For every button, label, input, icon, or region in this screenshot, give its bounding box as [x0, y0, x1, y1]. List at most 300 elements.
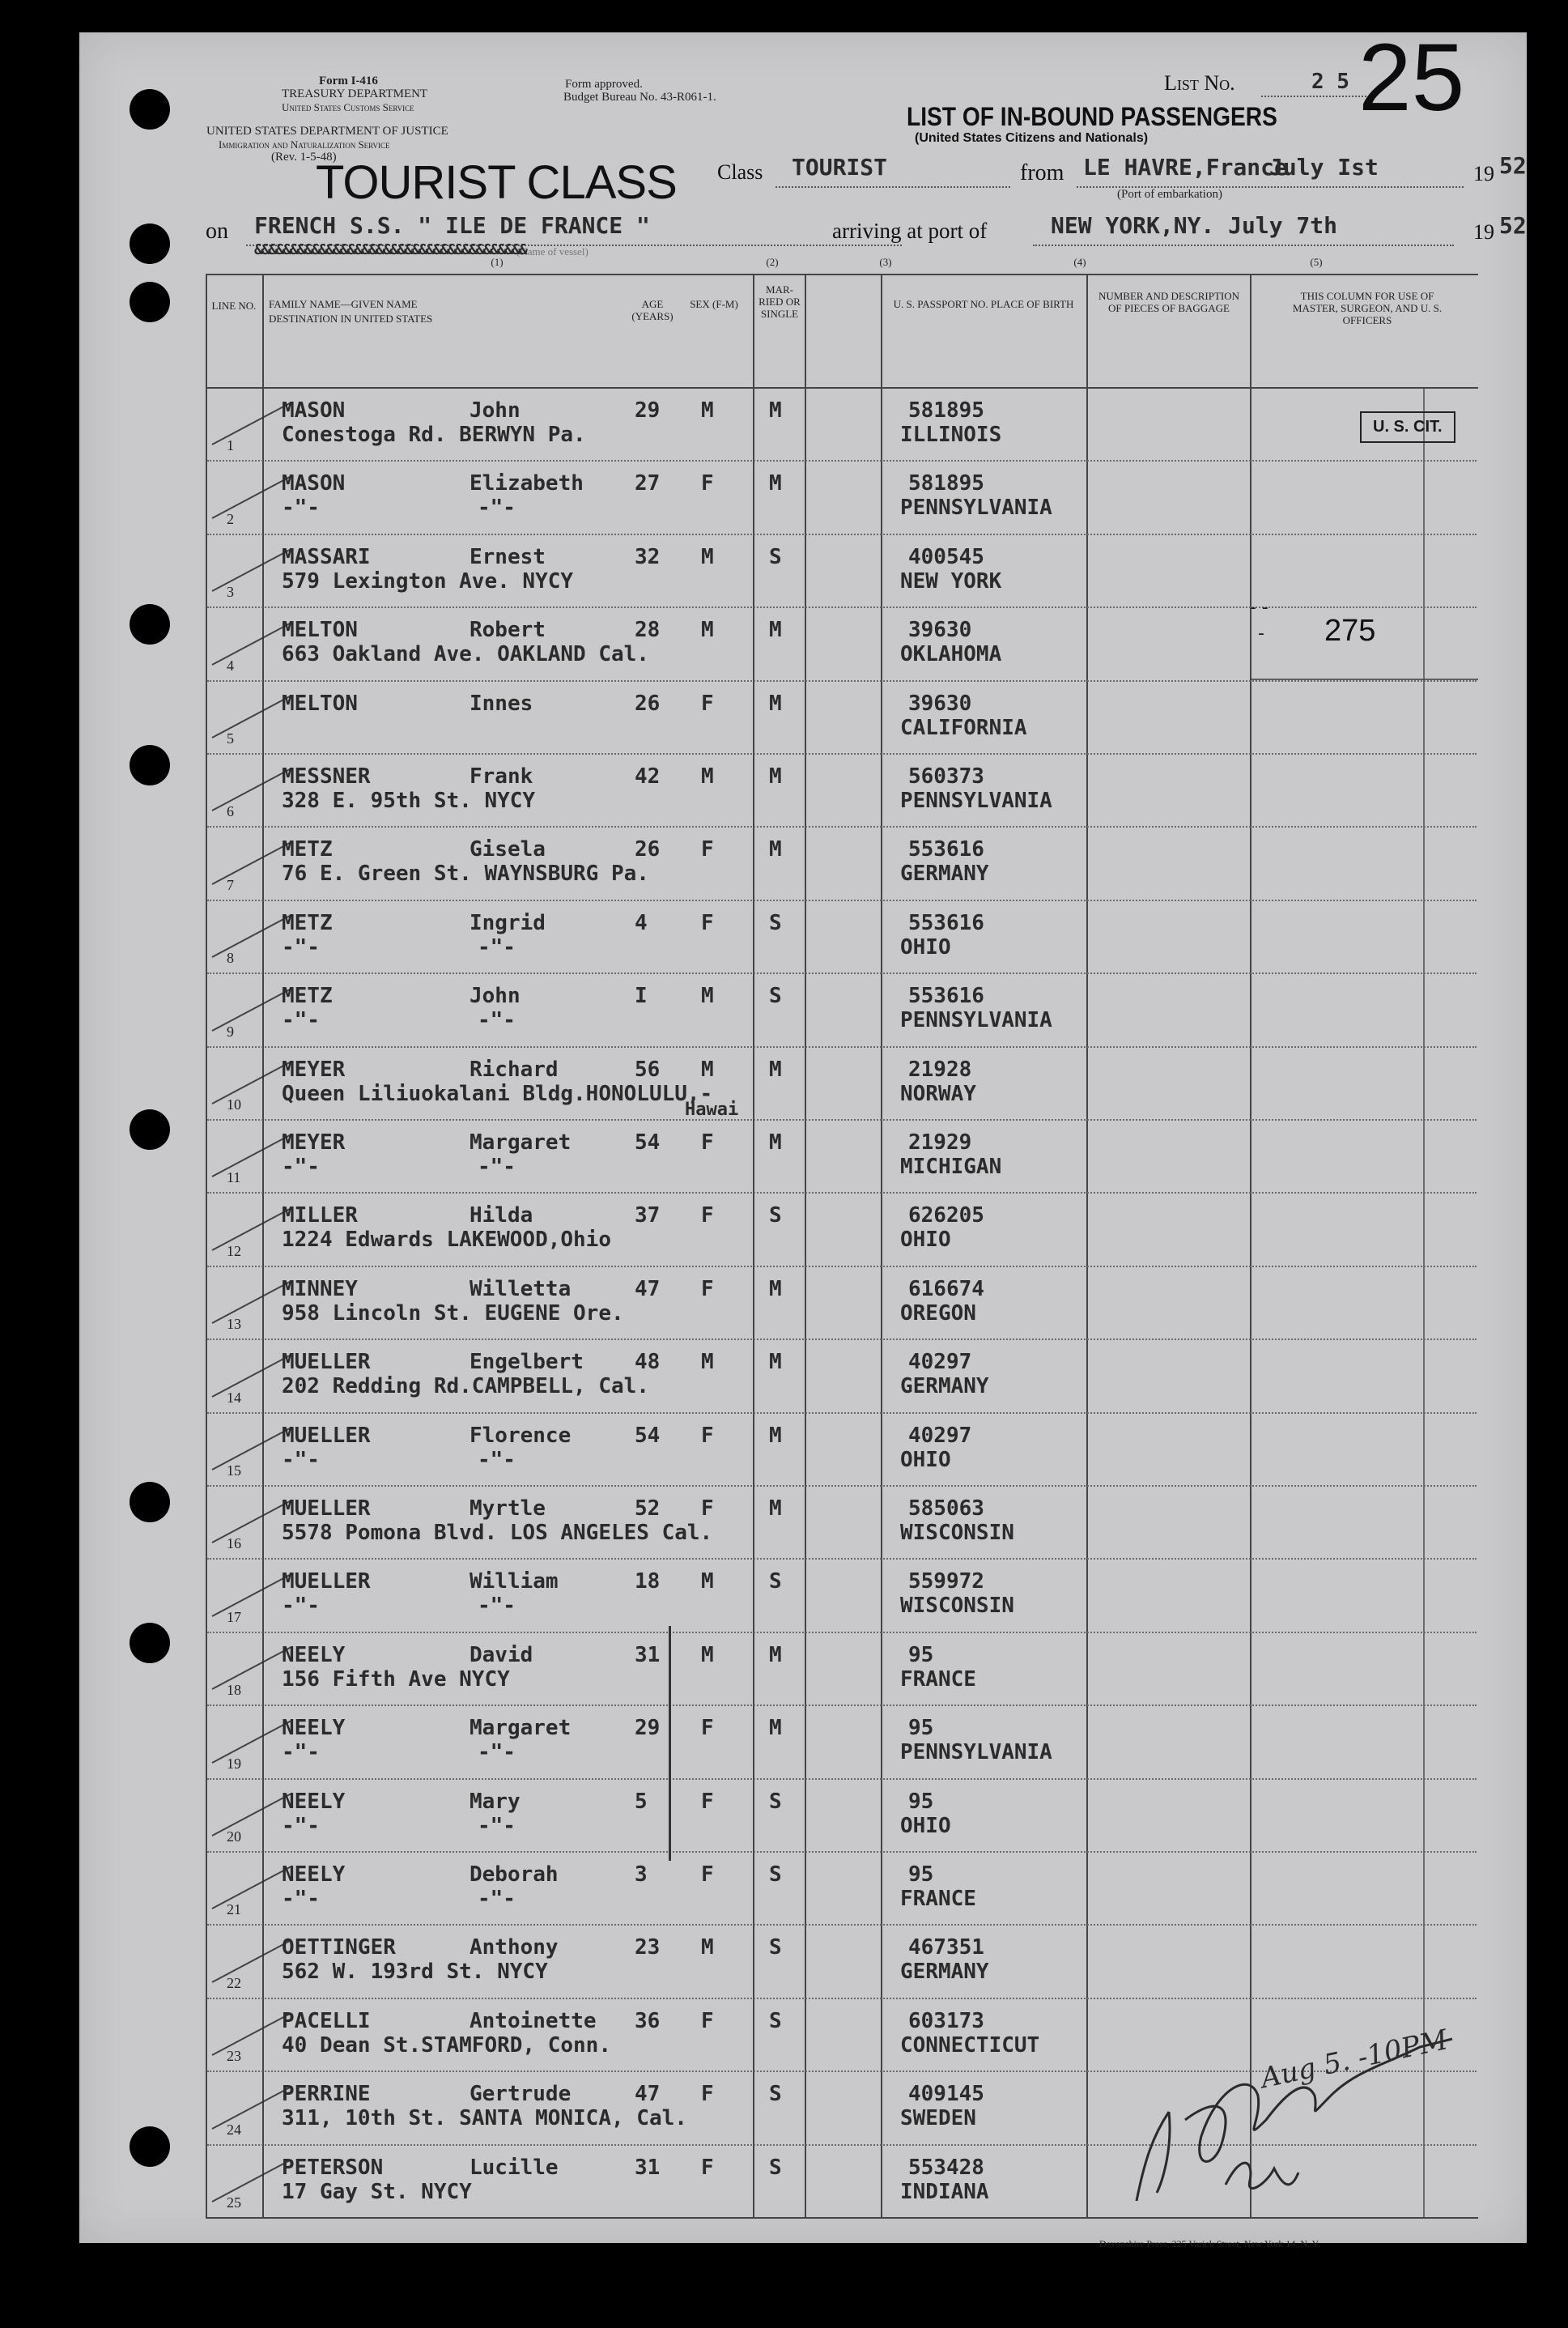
check-mark [212, 1939, 291, 1982]
line-number: 16 [227, 1535, 241, 1552]
header-age: AGE (YEARS) [631, 298, 674, 322]
signature-note: Aug 5. -10PM [1258, 2024, 1451, 2096]
place-of-birth: GERMANY [900, 1960, 989, 1985]
check-mark [212, 2013, 291, 2056]
place-of-birth: GERMANY [900, 862, 989, 887]
given-name: Myrtle [470, 1496, 546, 1521]
age: 31 [635, 1642, 661, 1667]
place-of-birth: FRANCE [900, 1887, 976, 1911]
line-number: 5 [227, 730, 234, 747]
given-name: Ernest [470, 544, 546, 569]
place-of-birth: PENNSYLVANIA [900, 496, 1052, 521]
passport-number: 581895 [908, 398, 984, 423]
place-of-birth: MICHIGAN [900, 1155, 1002, 1179]
list-no-stamp: 25 [1358, 24, 1465, 131]
age: 48 [635, 1350, 661, 1375]
marital-status: S [769, 910, 782, 935]
family-name: MUELLER [282, 1350, 371, 1375]
check-mark [212, 1354, 291, 1397]
line-number: 18 [227, 1682, 241, 1699]
destination: -"- [282, 1155, 320, 1179]
passport-number: 553616 [908, 910, 984, 935]
destination: 40 Dean St.STAMFORD, Conn. [282, 2032, 611, 2058]
marital-status: S [769, 2082, 782, 2107]
marital-status: S [769, 1569, 782, 1594]
binder-hole [130, 1109, 170, 1150]
destination: -"- [282, 1008, 320, 1033]
age: 5 [635, 1789, 648, 1814]
marital-status: M [769, 618, 782, 643]
tourist-class-stamp: TOURIST CLASS [316, 156, 677, 209]
line-number: 10 [227, 1096, 241, 1113]
given-name: John [470, 398, 521, 423]
destination: 562 W. 193rd St. NYCY [282, 1960, 548, 1985]
check-mark [212, 549, 291, 592]
row-separator [207, 1266, 1477, 1267]
row-separator [207, 1558, 1477, 1560]
place-of-birth: WISCONSIN [900, 1521, 1014, 1545]
justice-dept: UNITED STATES DEPARTMENT OF JUSTICE [206, 125, 448, 138]
arrival-line [1033, 245, 1454, 246]
passport-number: 95 [908, 1862, 934, 1887]
arrival-year: 52 [1499, 212, 1527, 239]
marital-status: M [769, 1276, 782, 1301]
place-of-birth: CONNECTICUT [900, 2032, 1040, 2058]
row-separator [207, 1924, 1477, 1926]
passport-number: 40297 [908, 1423, 972, 1448]
family-name: METZ [282, 984, 333, 1009]
line-number: 14 [227, 1389, 241, 1406]
family-name: MUELLER [282, 1569, 371, 1594]
vessel-strikeout: &&&&&&&&&&&&&&&&&&&&&&&&&&&&&&&&&&&&&& [254, 241, 526, 258]
place-of-birth: NEW YORK [900, 568, 1002, 594]
from-year: 52 [1499, 152, 1527, 179]
sex: F [701, 2082, 714, 2107]
binder-hole [130, 745, 170, 785]
sex: F [701, 1276, 714, 1301]
vessel-caption: (Name of vessel) [516, 245, 589, 257]
family-name: NEELY [282, 1789, 346, 1814]
printer-credit: Devonshire Press, 225 Varick Street, New York 14, N. Y. [1099, 2238, 1320, 2249]
place-of-birth: CALIFORNIA [900, 715, 1027, 740]
check-mark [212, 402, 291, 445]
binder-hole [130, 1623, 170, 1663]
destination: 311, 10th St. SANTA MONICA, Cal. [282, 2106, 687, 2131]
age: 31 [635, 2155, 661, 2180]
table-top-border [206, 274, 1478, 275]
sex: F [701, 1496, 714, 1521]
destination: Queen Liliuokalani Bldg.HONOLULU,- [282, 1081, 713, 1106]
destination: -"- [282, 934, 320, 960]
sex: M [701, 398, 714, 423]
line-number: 9 [227, 1023, 234, 1040]
table-row [206, 1924, 1478, 1997]
table-row [206, 1778, 1478, 1851]
row-separator [207, 606, 1477, 608]
marital-status: M [769, 1130, 782, 1155]
check-mark [212, 475, 291, 518]
table-row [206, 460, 1478, 533]
table-row [206, 972, 1478, 1045]
line-number: 24 [227, 2121, 241, 2138]
passport-number: 553616 [908, 984, 984, 1009]
officer-number: 275 [1324, 614, 1376, 648]
class-value: TOURIST [792, 154, 888, 181]
col-number-4: (4) [1073, 256, 1086, 268]
sex: M [701, 1642, 714, 1667]
destination: 202 Redding Rd.CAMPBELL, Cal. [282, 1374, 649, 1399]
col-number-2: (2) [766, 256, 779, 268]
line-number: 8 [227, 950, 234, 967]
passport-number: 467351 [908, 1935, 984, 1960]
passport-number: 95 [908, 1716, 934, 1741]
age: 42 [635, 764, 661, 789]
age: 29 [635, 1716, 661, 1741]
family-name: MELTON [282, 691, 358, 716]
passport-number: 39630 [908, 618, 972, 643]
passport-number: 616674 [908, 1276, 984, 1301]
col-number-5: (5) [1310, 256, 1323, 268]
family-name: MASON [282, 471, 346, 496]
class-label: Class [717, 160, 763, 184]
from-label: from [1020, 160, 1064, 185]
row-separator [207, 1705, 1477, 1706]
table-row [206, 753, 1478, 826]
destination: 579 Lexington Ave. NYCY [282, 568, 574, 594]
given-name: Innes [470, 691, 533, 716]
place-of-birth: FRANCE [900, 1666, 976, 1692]
row-separator [207, 460, 1477, 462]
family-bracket [669, 1626, 671, 1861]
list-subtitle: (United States Citizens and Nationals) [915, 131, 1149, 145]
revision: (Rev. 1-5-48) [271, 151, 337, 164]
family-name: METZ [282, 910, 333, 935]
destination: 5578 Pomona Blvd. LOS ANGELES Cal. [282, 1521, 713, 1545]
list-no-typed: 2 5 [1311, 70, 1349, 94]
line-number: 25 [227, 2194, 241, 2211]
given-ditto: -"- [478, 1447, 516, 1472]
place-of-birth: PENNSYLVANIA [900, 789, 1052, 813]
sex: F [701, 1716, 714, 1741]
form-number: Form I-416 [319, 74, 378, 87]
table-row [206, 1851, 1478, 1924]
passport-number: 626205 [908, 1203, 984, 1228]
line-number: 21 [227, 1901, 241, 1918]
place-of-birth: OREGON [900, 1300, 976, 1326]
passenger-table [206, 256, 1478, 2227]
table-row [206, 1412, 1478, 1485]
table-row [206, 1338, 1478, 1411]
table-row [206, 534, 1478, 606]
given-name: Frank [470, 764, 533, 789]
age: 26 [635, 691, 661, 716]
sex: F [701, 691, 714, 716]
header-baggage: NUMBER AND DESCRIPTION OF PIECES OF BAGGAGE [1098, 290, 1240, 314]
sex: M [701, 618, 714, 643]
family-name: MEYER [282, 1057, 346, 1082]
age: 54 [635, 1130, 661, 1155]
marital-status: S [769, 544, 782, 569]
destination: -"- [282, 1813, 320, 1838]
list-no-label: List No. [1164, 71, 1235, 95]
place-of-birth: PENNSYLVANIA [900, 1008, 1052, 1033]
family-name: NEELY [282, 1642, 346, 1667]
destination: 958 Lincoln St. EUGENE Ore. [282, 1300, 624, 1326]
sex: M [701, 1569, 714, 1594]
given-name: Richard [470, 1057, 559, 1082]
marital-status: M [769, 1642, 782, 1667]
binder-hole [130, 1482, 170, 1522]
given-name: Ingrid [470, 910, 546, 935]
given-name: Engelbert [470, 1350, 584, 1375]
given-ditto: -"- [478, 1155, 516, 1179]
form-approved: Form approved. [565, 78, 643, 91]
table-row [206, 1705, 1478, 1777]
row-separator [207, 1632, 1477, 1633]
check-mark [212, 695, 291, 738]
check-mark [212, 841, 291, 884]
table-row [206, 680, 1478, 753]
family-name: MUELLER [282, 1423, 371, 1448]
line-number: 1 [227, 437, 234, 454]
age: 18 [635, 1569, 661, 1594]
passport-number: 21928 [908, 1057, 972, 1082]
row-separator [207, 826, 1477, 828]
row-separator [207, 1192, 1477, 1194]
place-of-birth: ILLINOIS [900, 423, 1002, 447]
check-mark [212, 1866, 291, 1909]
age: 36 [635, 2008, 661, 2033]
from-date: July Ist [1269, 154, 1379, 181]
sex: F [701, 471, 714, 496]
given-name: John [470, 984, 521, 1009]
check-mark [212, 1061, 291, 1104]
table-row [206, 1046, 1478, 1119]
destination: -"- [282, 1887, 320, 1911]
line-number: 20 [227, 1828, 241, 1845]
table-row [206, 1558, 1478, 1631]
arriving-label: arriving at port of [832, 219, 988, 243]
age: 52 [635, 1496, 661, 1521]
line-number: 12 [227, 1242, 241, 1259]
check-mark [212, 1573, 291, 1616]
budget-bureau: Budget Bureau No. 43-R061-1. [563, 91, 716, 104]
destination: -"- [282, 1740, 320, 1765]
list-title: LIST OF IN-BOUND PASSENGERS [907, 102, 1277, 131]
place-of-birth: GERMANY [900, 1374, 989, 1399]
header-officers: THIS COLUMN FOR USE OF MASTER, SURGEON, AND U. S. OFFICERS [1292, 290, 1443, 326]
age: 56 [635, 1057, 661, 1082]
check-mark [212, 1281, 291, 1324]
age: 23 [635, 1935, 661, 1960]
marital-status: S [769, 1203, 782, 1228]
line-number: 4 [227, 657, 234, 674]
sex: M [701, 984, 714, 1009]
table-row [206, 826, 1478, 899]
destination: -"- [282, 496, 320, 521]
family-name: NEELY [282, 1716, 346, 1741]
sex: F [701, 910, 714, 935]
given-ditto: -"- [478, 1887, 516, 1911]
family-name: MEYER [282, 1130, 346, 1155]
row-separator [207, 1046, 1477, 1048]
marital-status: M [769, 764, 782, 789]
place-of-birth: INDIANA [900, 2179, 989, 2204]
check-mark [212, 1647, 291, 1690]
row-separator [207, 753, 1477, 755]
passport-number: 40297 [908, 1350, 972, 1375]
line-number: 7 [227, 876, 234, 893]
place-of-birth: OHIO [900, 934, 951, 960]
marital-status: M [769, 1350, 782, 1375]
line-number: 23 [227, 2048, 241, 2065]
place-of-birth: OHIO [900, 1228, 951, 1253]
family-name: PERRINE [282, 2082, 371, 2107]
place-of-birth: PENNSYLVANIA [900, 1740, 1052, 1765]
row-separator [207, 1412, 1477, 1414]
passport-number: 553428 [908, 2155, 984, 2180]
passport-number: 95 [908, 1642, 934, 1667]
given-name: Antoinette [470, 2008, 597, 2033]
manifest-page [79, 24, 1527, 2249]
marital-status: M [769, 1423, 782, 1448]
age: 3 [635, 1862, 648, 1887]
sex: M [701, 1057, 714, 1082]
given-ditto: -"- [478, 1813, 516, 1838]
age: 27 [635, 471, 661, 496]
row-separator [207, 972, 1477, 974]
from-port: LE HAVRE,France [1083, 154, 1288, 181]
class-line [776, 186, 1010, 188]
sex: F [701, 837, 714, 862]
sex: M [701, 764, 714, 789]
given-ditto: -"- [478, 496, 516, 521]
us-citizen-stamp: U. S. CIT. [1360, 411, 1455, 443]
given-name: Florence [470, 1423, 572, 1448]
place-of-birth: NORWAY [900, 1081, 976, 1106]
on-label: on [206, 219, 228, 244]
marital-status: S [769, 984, 782, 1009]
destination: -"- [282, 1447, 320, 1472]
given-name: Margaret [470, 1716, 572, 1741]
table-row [206, 1192, 1478, 1265]
destination: 1224 Edwards LAKEWOOD,Ohio [282, 1228, 611, 1253]
line-number: 19 [227, 1755, 241, 1772]
given-name: Deborah [470, 1862, 559, 1887]
table-row [206, 387, 1478, 460]
given-name: William [470, 1569, 559, 1594]
given-name: Lucille [470, 2155, 559, 2180]
place-of-birth: OHIO [900, 1813, 951, 1838]
check-mark [212, 1793, 291, 1836]
marital-status: S [769, 1789, 782, 1814]
table-row [206, 1632, 1478, 1705]
table-row [206, 1266, 1478, 1338]
sex: F [701, 1203, 714, 1228]
officer-underline [1250, 679, 1478, 680]
check-mark [212, 1427, 291, 1470]
sex: F [701, 2008, 714, 2033]
officer-dash-2: - [1258, 623, 1264, 644]
treasury-dept: TREASURY DEPARTMENT [282, 87, 428, 100]
row-separator [207, 1338, 1477, 1340]
ins-service: Immigration and Naturalization Service [219, 138, 390, 151]
passport-number: 409145 [908, 2082, 984, 2107]
passport-number: 585063 [908, 1496, 984, 1521]
passport-number: 559972 [908, 1569, 984, 1594]
sex: F [701, 1862, 714, 1887]
place-of-birth: WISCONSIN [900, 1594, 1014, 1619]
place-of-birth: OHIO [900, 1447, 951, 1472]
marital-status: M [769, 1496, 782, 1521]
given-name: David [470, 1642, 533, 1667]
officer-dash-1: - - [1250, 598, 1268, 618]
check-mark [212, 915, 291, 958]
destination: 76 E. Green St. WAYNSBURG Pa. [282, 862, 649, 887]
row-separator [207, 534, 1477, 535]
check-mark [212, 1134, 291, 1177]
passport-number: 581895 [908, 471, 984, 496]
marital-status: M [769, 471, 782, 496]
given-ditto: -"- [478, 1008, 516, 1033]
check-mark [212, 2086, 291, 2129]
family-name: MASON [282, 398, 346, 423]
header-married: MAR-RIED OR SINGLE [759, 283, 801, 320]
given-name: Anthony [470, 1935, 559, 1960]
customs-service: United States Customs Service [282, 101, 414, 113]
line-number: 22 [227, 1974, 241, 1991]
header-sex: SEX (F-M) [690, 298, 738, 310]
header-family-name: FAMILY NAME—GIVEN NAME [269, 298, 418, 310]
check-mark [212, 1207, 291, 1250]
table-row [206, 606, 1478, 679]
given-name: Gertrude [470, 2082, 572, 2107]
marital-status: S [769, 2008, 782, 2033]
destination-cont: Hawai [685, 1099, 739, 1120]
list-no-line [1261, 96, 1366, 97]
sex: M [701, 544, 714, 569]
row-separator [207, 1485, 1477, 1487]
age: 32 [635, 544, 661, 569]
col-number-1: (1) [491, 256, 504, 268]
line-number: 13 [227, 1316, 241, 1333]
sex: F [701, 1130, 714, 1155]
row-separator [207, 1851, 1477, 1853]
marital-status: S [769, 1935, 782, 1960]
line-number: 6 [227, 803, 234, 820]
check-mark [212, 768, 291, 811]
table-row [206, 900, 1478, 972]
arrival-year-prefix: 19 [1473, 220, 1494, 244]
family-name: PACELLI [282, 2008, 371, 2033]
destination: 328 E. 95th St. NYCY [282, 789, 536, 813]
col-number-3: (3) [879, 256, 892, 268]
given-ditto: -"- [478, 934, 516, 960]
marital-status: S [769, 2155, 782, 2180]
passport-number: 560373 [908, 764, 984, 789]
age: I [635, 984, 648, 1009]
destination: 663 Oakland Ave. OAKLAND Cal. [282, 642, 649, 667]
marital-status: M [769, 1057, 782, 1082]
passport-number: 95 [908, 1789, 934, 1814]
family-name: MUELLER [282, 1496, 371, 1521]
given-ditto: -"- [478, 1740, 516, 1765]
header-line-no: LINE NO. [211, 300, 257, 312]
age: 47 [635, 2082, 661, 2107]
table-row [206, 1119, 1478, 1192]
binder-hole [130, 89, 170, 130]
family-name: MINNEY [282, 1276, 358, 1301]
